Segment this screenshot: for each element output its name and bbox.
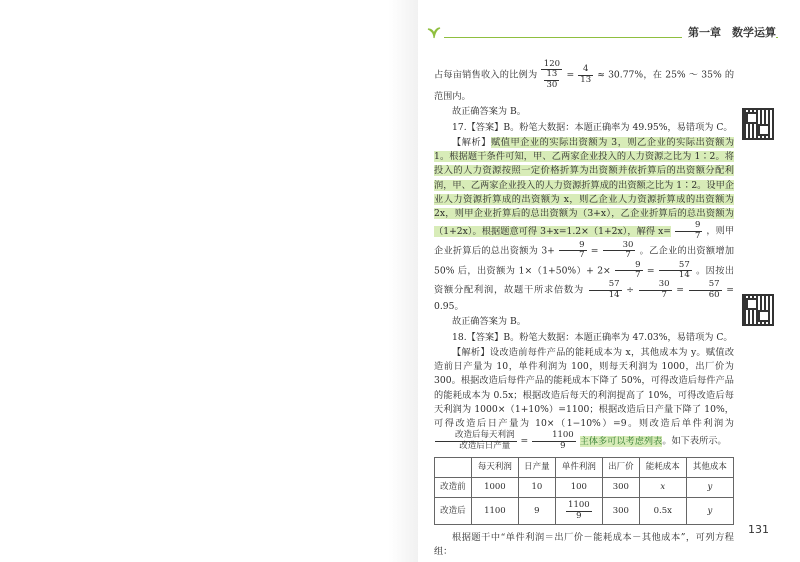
answer-16: 故正确答案为 B。 xyxy=(452,106,526,118)
tip-note: 主体多可以考虑列表 xyxy=(579,435,663,447)
question-17-answer: 17.【答案】B。粉笔大数据：本题正确率为 49.95%，易错项为 C。 xyxy=(452,121,733,133)
question-18-explanation: 【解析】设改造前每件产品的能耗成本为 x，其他成本为 y。赋值改造前日产量为 10，单件利润为 100，则每天利润为 1000，出厂价为 300。根据改造后每件产品的能耗成本下降了 50%，可得改造后每件产品的能耗成本为 0.5x；根据改造后每天的利润提高了 10%，可得改造后每天利润为 1000×（1+10%）=1100；根据改造后日产量下降了 10%，可得改造后日产量为 10×（1−10%）=9。则改造后单件利润为 $\frac{\text{改造后每天利润}}{\text{改造后日产量}}$ = $\frac{1100}{9}$ 主体多可以考虑列表。如下表所示。 xyxy=(434,346,735,451)
table-row: 改造后 1100 9 $\frac{1100}{9}$ 300 0.5x y xyxy=(435,498,734,525)
qr-code-18[interactable] xyxy=(742,294,774,326)
closing-line: 根据题干中“单件利润＝出厂价－能耗成本－其他成本”，可列方程组： xyxy=(434,532,734,558)
page-header xyxy=(426,24,778,42)
fraction: $\frac{4}{13}$ xyxy=(580,64,592,85)
chapter-title: 第一章 数学运算 xyxy=(682,24,776,40)
answer-17: 故正确答案为 B。 xyxy=(452,316,526,328)
comparison-table xyxy=(434,457,734,525)
leaf-icon xyxy=(426,24,442,40)
question-17-explanation: 【解析】赋值甲企业的实际出资额为 3，则乙企业的实际出资额为 1。根据题干条件可知，甲、乙两家企业投入的人力资源之比为 1∶2。将投入的人力资源按照一定价格折算为出资额并依折算后的出资额分配利润，甲、乙两家企业投入的人力资源折算成的出资额之比为 1∶2。设甲企业人力资源折算成的出资额为 x，则乙企业人力资源折算成的出资额为 2x，则甲企业折算后的总出资额为（3+x），乙企业折算后的总出资额为（1+2x）。根据题意可得 3+x=1.2×（1+2x），解得 x= $\frac{9}{7}$ ，则甲企业折算后的总出资额为 3+ $\frac{9}{7}$ = $\frac{30}{7}$ 。乙企业的出资额增加 50% 后，出资额为 1×（1+50%）+ 2× $\frac{9}{7}$ = $\frac{57}{14}$ 。因按出资额分配利润，故题干所求倍数为 $\frac{57}{14}$ ÷ $\frac{30}{7}$ = $\frac{57}{60}$ = 0.95。 xyxy=(434,136,735,313)
page-number: 131 xyxy=(748,523,769,536)
ratio-line: 占每亩销售收入的比例为 $\frac{120}{\frac{13}{30}}$ = $\frac{4}{13}$ ≈ 30.77%，在 25% ～ 35% 的范围内。 xyxy=(434,59,735,103)
solution-text xyxy=(434,60,734,561)
question-18-answer: 18.【答案】B。粉笔大数据：本题正确率为 47.03%，易错项为 C。 xyxy=(452,331,733,343)
fraction: $\frac{120}{\frac{13}{30}}$ xyxy=(541,60,562,90)
table-header-row: 每天利润 日产量 单件利润 出厂价 能耗成本 其他成本 xyxy=(435,457,734,477)
qr-code-17[interactable] xyxy=(742,108,774,140)
table-row: 改造前 1000 10 100 300 x y xyxy=(435,478,734,498)
